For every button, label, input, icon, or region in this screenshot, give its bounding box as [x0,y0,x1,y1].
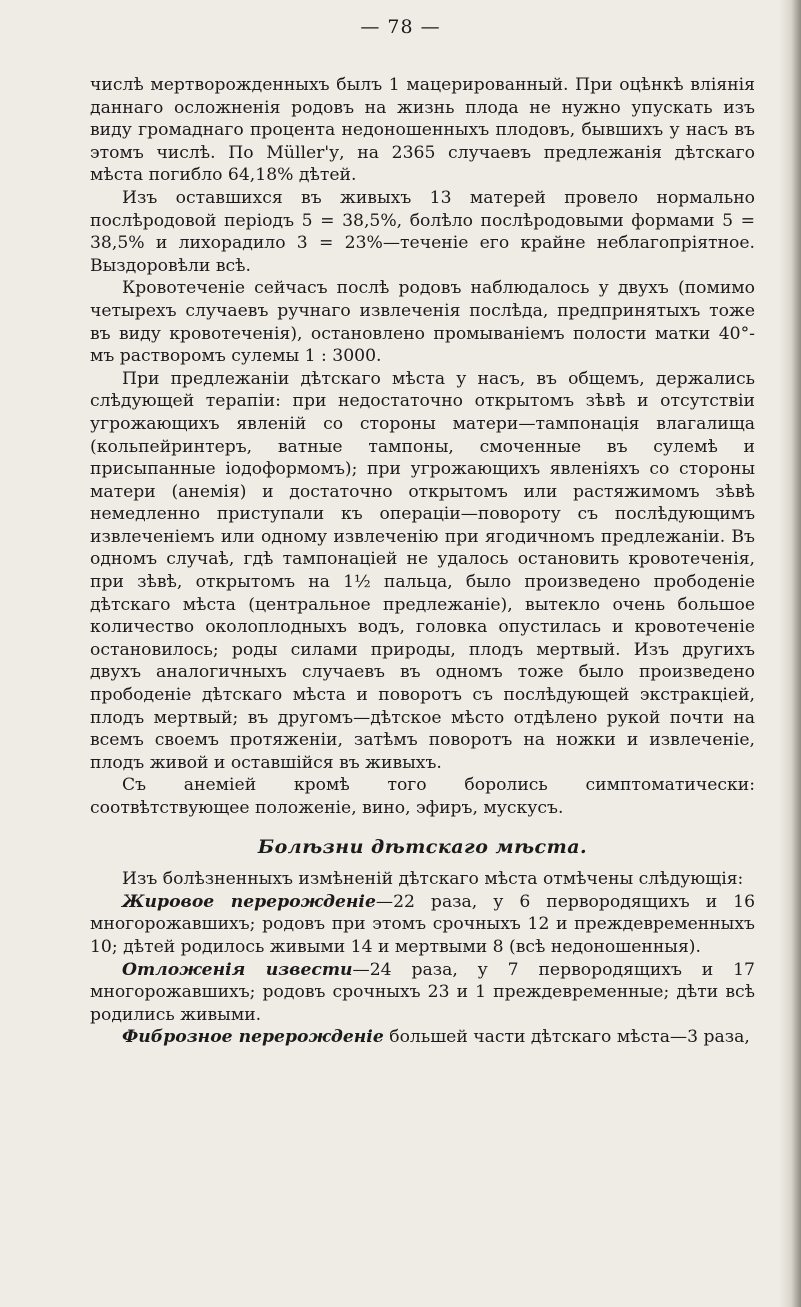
section-heading: Болѣзни дѣтскаго мѣста. [257,835,588,858]
paragraph: При предлежаніи дѣтскаго мѣста у насъ, въ общемъ, держались слѣдующей терапіи: при недостаточно открытомъ зѣвѣ и отсутствіи угрожающихъ явленій со стороны матери—тампонація влагалища (кольпейринтеръ, ватные тампоны, смоченные въ сулемѣ и присыпанные іодоформомъ); при угрожающихъ явленіяхъ со стороны матери (анемія) и достаточно открытомъ или растяжимомъ зѣвѣ немедленно приступали къ операціи—повороту съ послѣдующимъ извлеченіемъ или одному извлеченію при ягодичномъ предлежаніи. Въ одномъ случаѣ, гдѣ тампонаціей не удалось остановить кровотеченія, при зѣвѣ, открытомъ на 1½ пальца, было произведено прободеніе дѣтскаго мѣста (центральное предлежаніе), вытекло очень большое количество околоплодныхъ водъ, головка опустилась и кровотеченіе остановилось; роды силами природы, плодъ мертвый. Изъ другихъ двухъ аналогичныхъ случаевъ въ одномъ тоже было произведено прободеніе дѣтскаго мѣста и поворотъ съ послѣдующей экстракціей, плодъ мертвый; въ другомъ—дѣтское мѣсто отдѣлено рукой почти на всемъ своемъ протяженіи, затѣмъ поворотъ на ножки и извлеченіе, плодъ живой и оставшійся въ живыхъ. [90,368,755,773]
finding-term: Отложенія извести [122,959,353,980]
paragraph: Кровотеченіе сейчасъ послѣ родовъ наблюдалось у двухъ (помимо четырехъ случаевъ ручнаго извлеченія послѣда, предпринятыхъ тоже въ виду кровотеченія), остановлено промываніемъ полости матки 40°-мъ растворомъ сулемы 1 : 3000. [90,278,755,367]
finding-item [90,891,755,959]
page-number: — 78 — [360,16,441,38]
paragraph: числѣ мертворожденныхъ былъ 1 мацерированный. При оцѣнкѣ вліянія даннаго осложненія родовъ на жизнь плода не нужно упускать изъ виду громаднаго процента недоношенныхъ плодовъ, бывшихъ у насъ въ этомъ числѣ. По Müller'у, на 2365 случаевъ предлежанія дѣтскаго мѣста погибло 64,18% дѣтей. [90,75,755,186]
finding-text: большей части дѣтскаго мѣста—3 раза, [383,1027,750,1048]
finding-item [90,1026,755,1049]
page-body [90,74,755,1049]
paragraph: Изъ оставшихся въ живыхъ 13 матерей провело нормально послѣродовой періодъ 5 = 38,5%, болѣло послѣродовыми формами 5 = 38,5% и лихорадило 3 = 23%—теченіе его крайне неблагопріятное. Выздоровѣли всѣ. [90,187,755,276]
finding-term: Фиброзное перерожденіе [122,1027,384,1048]
page-edge-shadow [779,0,801,1307]
finding-text: —22 раза, у 6 первородящихъ и 16 многорожавшихъ; родовъ при этомъ срочныхъ 12 и преждевременныхъ 10; дѣтей родилось живыми 14 и мертвыми 8 (всѣ недоношенныя). [90,891,755,957]
finding-item [90,959,755,1027]
finding-text: —24 раза, у 7 первородящихъ и 17 многорожавшихъ; родовъ срочныхъ 23 и 1 преждевременные; дѣти всѣ родились живыми. [90,959,755,1025]
section-intro: Изъ болѣзненныхъ измѣненій дѣтскаго мѣста отмѣчены слѣдующія: [122,869,744,890]
paragraph: Съ анеміей кромѣ того боролись симптоматически: соотвѣтствующее положеніе, вино, эфиръ, мускусъ. [90,775,755,818]
finding-term: Жировое перерожденіе [122,891,376,912]
